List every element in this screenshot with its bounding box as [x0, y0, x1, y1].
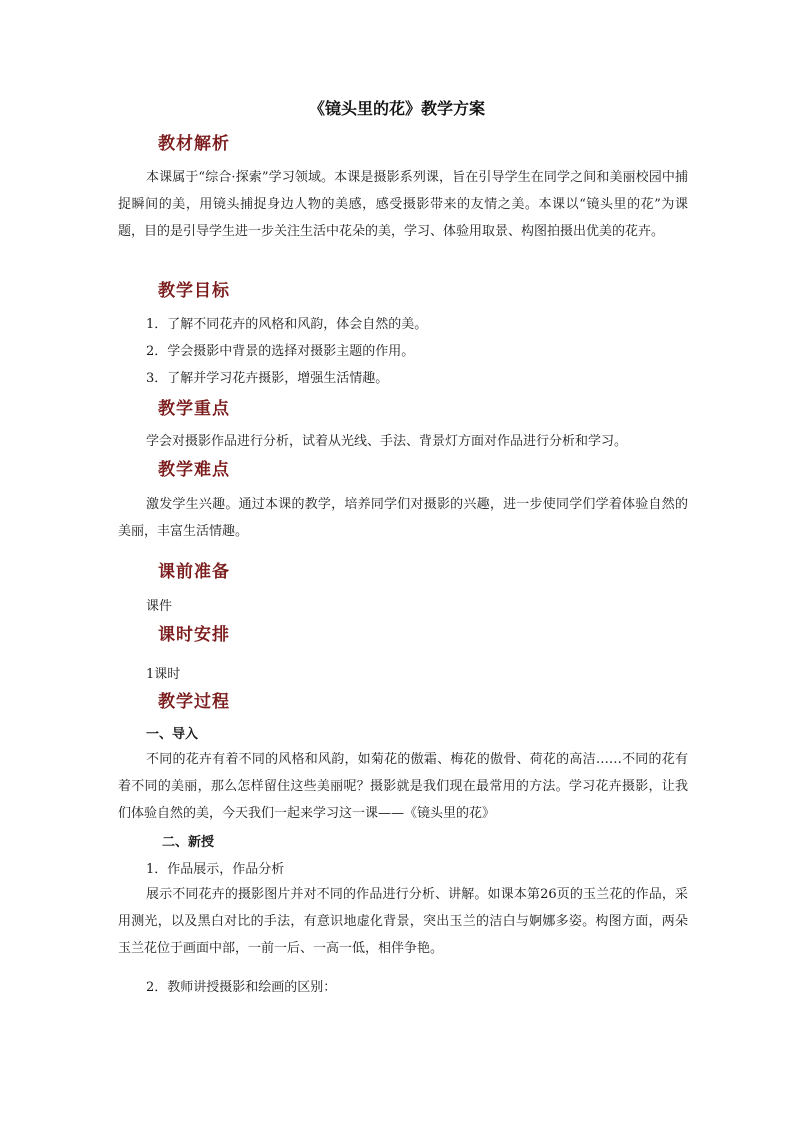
item-zuopin: 1．作品展示，作品分析 — [146, 862, 285, 877]
paragraph-anpai: 1课时 — [146, 667, 181, 682]
goal-item-2: 2．学会摄影中背景的选择对摄影主题的作用。 — [146, 344, 415, 359]
goal-item-1: 1．了解不同花卉的风格和风韵，体会自然的美。 — [146, 317, 428, 332]
heading-jiaocai: 教材解析 — [158, 134, 230, 154]
paragraph-zuopin: 展示不同花卉的摄影图片并对不同的作品进行分析、讲解。如课本第26页的玉兰花的作品，采用测光，以及黑白对比的手法，有意识地虚化背景，突出玉兰的洁白与婀娜多姿。构图方面，两朵玉兰花位于画面中部，一前一后、一高一低，相伴争艳。 — [118, 887, 688, 956]
document-title: 《镜头里的花》教学方案 — [308, 99, 485, 118]
heading-zhunbei: 课前准备 — [158, 562, 230, 582]
heading-anpai: 课时安排 — [158, 625, 230, 645]
heading-mubiao: 教学目标 — [158, 281, 230, 301]
item-qubie: 2．教师讲授摄影和绘画的区别： — [146, 980, 337, 995]
paragraph-jiaocai: 本课属于“综合·探索”学习领域。本课是摄影系列课，旨在引导学生在同学之间和美丽校园中捕捉瞬间的美，用镜头捕捉身边人物的美感，感受摄影带来的友情之美。本课以“镜头里的花”为课题，目的是引导学生进一步关注生活中花朵的美，学习、体验用取景、构图拍摄出优美的花卉。 — [118, 170, 688, 239]
heading-nandian: 教学难点 — [158, 460, 230, 480]
goal-item-3: 3．了解并学习花卉摄影，增强生活情趣。 — [146, 371, 389, 386]
paragraph-zhongdian: 学会对摄影作品进行分析，试着从光线、手法、背景灯方面对作品进行分析和学习。 — [146, 434, 628, 449]
paragraph-zhunbei: 课件 — [146, 599, 173, 614]
heading-zhongdian: 教学重点 — [158, 399, 230, 419]
subheading-daoru: 一、导入 — [146, 727, 199, 742]
paragraph-nandian: 激发学生兴趣。通过本课的教学，培养同学们对摄影的兴趣，进一步使同学们学着体验自然的美丽，丰富生活情趣。 — [118, 497, 688, 539]
heading-guocheng: 教学过程 — [158, 692, 230, 712]
subheading-xinshou: 二、新授 — [162, 835, 215, 850]
paragraph-daoru: 不同的花卉有着不同的风格和风韵，如菊花的傲霜、梅花的傲骨、荷花的高洁……不同的花有着不同的美丽，那么怎样留住这些美丽呢？摄影就是我们现在最常用的方法。学习花卉摄影，让我们体验自然的美，今天我们一起来学习这一课——《镜头里的花》 — [118, 752, 688, 821]
